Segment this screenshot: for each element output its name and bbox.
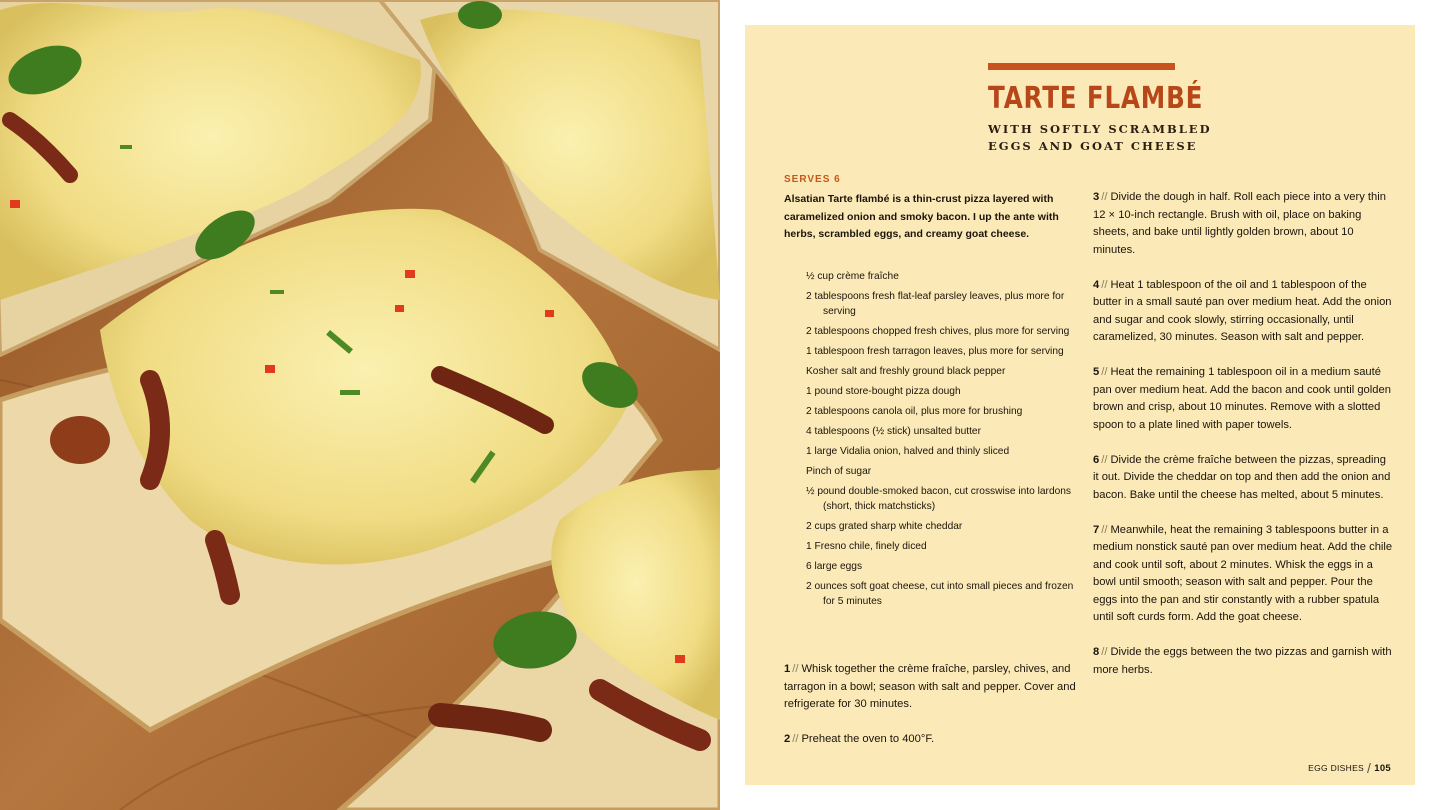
method-step bbox=[1093, 277, 1393, 347]
method-step bbox=[1093, 644, 1393, 679]
ingredient-item: 2 cups grated sharp white cheddar bbox=[806, 521, 963, 532]
step-text: Divide the dough in half. Roll each piece into a very thin 12 × 10-inch rectangle. Brush with oil, place on baking sheets, and bake until lightly golden brown, about 10 minutes. bbox=[1093, 191, 1386, 256]
section-name: EGG DISHES bbox=[1308, 763, 1365, 773]
ingredient-item: 2 tablespoons fresh flat-leaf parsley leaves, plus more for serving bbox=[806, 291, 1065, 317]
step-text: Heat 1 tablespoon of the oil and 1 tablespoon of the butter in a small sauté pan over medium heat. Add the onion and sugar and cook slowly, stirring occasionally, until caramelized, 30 minutes. Season with salt and pepper. bbox=[1093, 278, 1392, 343]
ingredient-item: 6 large eggs bbox=[806, 561, 863, 572]
ingredient-item: ½ pound double-smoked bacon, cut crosswise into lardons (short, thick matchsticks) bbox=[806, 486, 1072, 512]
ingredient-list bbox=[806, 269, 1076, 614]
method-step bbox=[1093, 364, 1393, 434]
method-step bbox=[1093, 522, 1393, 627]
recipe-intro: Alsatian Tarte flambé is a thin-crust pizza layered with caramelized onion and smoky bacon. I up the ante with herbs, scrambled eggs, and creamy goat cheese. bbox=[784, 193, 1059, 240]
step-separator: // bbox=[1101, 366, 1108, 378]
step-text: Divide the crème fraîche between the pizzas, spreading it out. Divide the cheddar on top and then add the onion and bacon. Bake until the cheese has melted, about 5 minutes. bbox=[1093, 453, 1391, 501]
step-separator: // bbox=[1101, 278, 1108, 291]
method-column-right bbox=[1093, 189, 1393, 697]
step-separator: // bbox=[1101, 453, 1108, 466]
ingredient-item: 2 tablespoons chopped fresh chives, plus more for serving bbox=[806, 326, 1070, 337]
ingredient-item: Pinch of sugar bbox=[806, 466, 872, 477]
step-number: 8 bbox=[1093, 646, 1100, 658]
step-text: Divide the eggs between the two pizzas and garnish with more herbs. bbox=[1093, 646, 1392, 676]
ingredient-item: 1 tablespoon fresh tarragon leaves, plus more for serving bbox=[806, 346, 1064, 357]
recipe-subtitle: WITH SOFTLY SCRAMBLED EGGS AND GOAT CHEESE bbox=[988, 122, 1212, 153]
ingredient-item: 1 pound store-bought pizza dough bbox=[806, 386, 961, 397]
folio-slash: / bbox=[1367, 760, 1372, 776]
step-number: 6 bbox=[1093, 453, 1100, 466]
step-separator: // bbox=[792, 663, 799, 675]
ingredient-item: 1 Fresno chile, finely diced bbox=[806, 541, 927, 552]
ingredient-item: Kosher salt and freshly ground black pepper bbox=[806, 366, 1006, 377]
method-step bbox=[1093, 452, 1393, 505]
step-number: 2 bbox=[784, 733, 791, 745]
ingredient-item: 2 ounces soft goat cheese, cut into small pieces and frozen for 5 minutes bbox=[806, 581, 1074, 607]
serves-label: SERVES 6 bbox=[784, 174, 841, 185]
step-text: Heat the remaining 1 tablespoon oil in a medium sauté pan over medium heat. Add the bacon and cook until golden brown and crisp, about 10 minutes. Remove with a slotted spoon to a plate lined with paper towels. bbox=[1093, 366, 1391, 431]
recipe-page bbox=[745, 25, 1415, 785]
method-step bbox=[784, 661, 1079, 714]
step-number: 7 bbox=[1093, 523, 1100, 536]
ingredient-item: 1 large Vidalia onion, halved and thinly sliced bbox=[806, 446, 1010, 457]
page-footer bbox=[1308, 760, 1391, 776]
ingredient-item: ½ cup crème fraîche bbox=[806, 271, 899, 282]
step-separator: // bbox=[1101, 646, 1108, 658]
step-text: Whisk together the crème fraîche, parsley, chives, and tarragon in a bowl; season with salt and pepper. Cover and refrigerate for 30 minutes. bbox=[784, 663, 1076, 710]
step-separator: // bbox=[792, 733, 799, 745]
step-separator: // bbox=[1101, 191, 1108, 203]
page-number: 105 bbox=[1374, 763, 1391, 774]
step-number: 4 bbox=[1093, 278, 1100, 291]
step-number: 1 bbox=[784, 663, 791, 675]
step-number: 5 bbox=[1093, 366, 1100, 378]
title-rule bbox=[988, 63, 1175, 70]
step-separator: // bbox=[1101, 523, 1108, 536]
method-step bbox=[784, 731, 1079, 749]
step-text: Meanwhile, heat the remaining 3 tablespoons butter in a medium nonstick sauté pan over medium heat. Add the chile and cook until soft, about 2 minutes. Whisk the eggs in a bowl until smooth; season with salt and pepper. Pour the eggs into the pan and stir constantly with a rubber spatula until soft curds form. Add the goat cheese. bbox=[1093, 523, 1393, 623]
method-column-left bbox=[784, 661, 1079, 766]
method-step bbox=[1093, 189, 1393, 259]
ingredient-item: 4 tablespoons (½ stick) unsalted butter bbox=[806, 426, 981, 437]
step-text: Preheat the oven to 400°F. bbox=[801, 733, 935, 745]
step-number: 3 bbox=[1093, 191, 1100, 203]
ingredient-item: 2 tablespoons canola oil, plus more for brushing bbox=[806, 406, 1023, 417]
recipe-title: TARTE FLAMBÉ bbox=[988, 81, 1204, 116]
